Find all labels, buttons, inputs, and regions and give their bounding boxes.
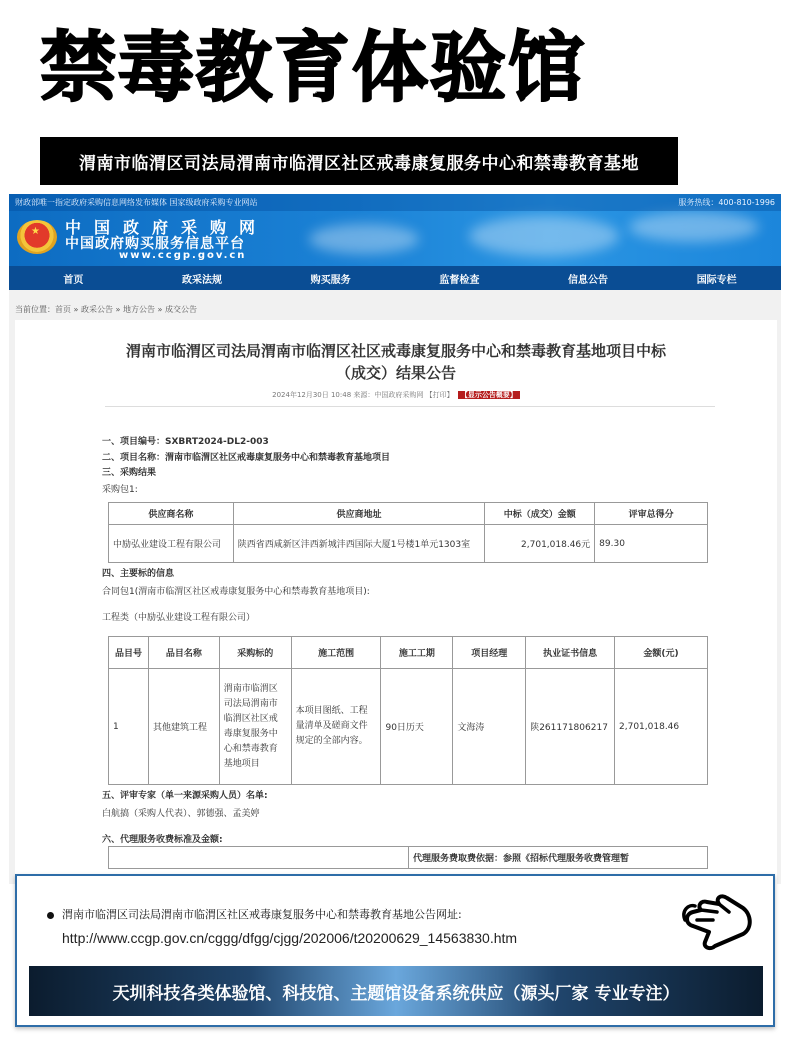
project-number-value: SXBRT2024-DL2-003: [165, 437, 269, 447]
supplier-address: 陕西省西咸新区沣西新城沣西国际大厦1号楼1单元1303室: [233, 525, 485, 563]
item-scope: 本项目图纸、工程量清单及磋商文件规定的全部内容。: [291, 669, 381, 785]
nav-regulations[interactable]: 政采法规: [182, 274, 222, 286]
col-scope: 施工范围: [291, 637, 381, 669]
main-nav: [9, 266, 781, 290]
col-item-name: 品目名称: [148, 637, 219, 669]
col-award-amount: 中标（成交）金额: [485, 503, 595, 525]
footer-url-label: 渭南市临渭区司法局渭南市临渭区社区戒毒康复服务中心和禁毒教育基地公告网址:: [62, 908, 462, 921]
col-supplier-name: 供应商名称: [109, 503, 234, 525]
print-link[interactable]: 【打印】: [425, 391, 454, 399]
col-amount: 金额(元): [615, 637, 708, 669]
result-table: [108, 502, 708, 563]
award-amount: 2,701,018.46元: [485, 525, 595, 563]
procurement-screenshot: [9, 194, 781, 884]
col-subject: 采购标的: [219, 637, 291, 669]
score: 89.30: [595, 525, 708, 563]
site-tagline: 财政部唯一指定政府采购信息网络发布媒体 国家级政府采购专业网站: [15, 198, 258, 207]
site-header: [9, 194, 781, 266]
item-no: 1: [109, 669, 149, 785]
col-certificate: 执业证书信息: [526, 637, 615, 669]
col-duration: 施工工期: [381, 637, 453, 669]
item-subject: 渭南市临渭区司法局渭南市临渭区社区戒毒康复服务中心和禁毒教育基地项目: [219, 669, 291, 785]
meta-date: 2024年12月30日 10:48: [272, 391, 352, 399]
nav-supervision[interactable]: 监督检查: [439, 274, 480, 286]
contract-package: 合同包1(渭南市临渭区社区戒毒康复服务中心和禁毒教育基地项目):: [102, 587, 370, 597]
fee-table: [108, 846, 708, 869]
nav-announcements[interactable]: 信息公告: [568, 274, 609, 286]
nav-home[interactable]: 首页: [63, 274, 84, 286]
meta-source: 来源：中国政府采购网: [353, 391, 424, 399]
section-main-items: 四、主要标的信息: [102, 569, 175, 579]
hero-subtitle: 渭南市临渭区司法局渭南市临渭区社区戒毒康复服务中心和禁毒教育基地: [40, 137, 678, 185]
divider: [105, 406, 715, 407]
item-table: [108, 636, 708, 785]
title-line-2: （成交）结果公告: [335, 364, 456, 382]
site-logo-title[interactable]: 中国政府采购网: [65, 218, 269, 237]
article-meta: [15, 390, 777, 400]
article: [15, 320, 777, 884]
item-amount: 2,701,018.46: [615, 669, 708, 785]
col-manager: 项目经理: [453, 637, 526, 669]
pointing-hand-icon: [679, 890, 759, 952]
col-item-no: 品目号: [109, 637, 149, 669]
hotline: 服务热线：400-810-1996: [678, 198, 775, 207]
show-summary-button[interactable]: 【显示公告概要】: [458, 391, 520, 399]
col-supplier-address: 供应商地址: [233, 503, 485, 525]
breadcrumb[interactable]: 当前位置：首页 » 政采公告 » 地方公告 » 成交公告: [15, 305, 197, 314]
item-certificate: 陕261171806217: [526, 669, 615, 785]
project-number-label: 一、项目编号：: [102, 437, 166, 447]
site-logo-url: www.ccgp.gov.cn: [119, 250, 247, 261]
national-emblem-icon: ★: [17, 220, 57, 254]
table-row: [109, 669, 708, 785]
nav-international[interactable]: 国际专栏: [696, 274, 737, 286]
item-manager: 文海涛: [453, 669, 526, 785]
footer-url-link[interactable]: http://www.ccgp.gov.cn/cggg/dfgg/cjgg/202006/t20200629_14563830.htm: [62, 930, 518, 946]
site-logo-subtitle: 中国政府购买服务信息平台: [65, 236, 245, 252]
experts-list: 白航搞（采购人代表）、郭德强、孟美婷: [102, 809, 260, 819]
item-duration: 90日历天: [381, 669, 453, 785]
item-name: 其他建筑工程: [148, 669, 219, 785]
fee-basis: 代理服务费取费依据：参照《招标代理服务收费管理暂: [409, 847, 708, 869]
section-experts: 五、评审专家（单一来源采购人员）名单:: [102, 791, 268, 801]
article-title: [15, 340, 777, 384]
bullet-icon: [47, 912, 54, 919]
supplier-name: 中励弘业建设工程有限公司: [109, 525, 234, 563]
section-agency-fee: 六、代理服务收费标准及金额:: [102, 835, 223, 845]
header-topline: [9, 194, 781, 211]
package-label: 采购包1:: [102, 485, 138, 495]
nav-purchase-services[interactable]: 购买服务: [310, 274, 351, 286]
supplier-banner: 天圳科技各类体验馆、科技馆、主题馆设备系统供应（源头厂家 专业专注）: [29, 966, 763, 1016]
hero-title: 禁毒教育体验馆: [40, 23, 586, 112]
section-project-name: 二、项目名称：渭南市临渭区社区戒毒康复服务中心和禁毒教育基地项目: [102, 453, 391, 463]
section-project-number: [102, 434, 269, 447]
title-line-1: 渭南市临渭区司法局渭南市临渭区社区戒毒康复服务中心和禁毒教育基地项目中标: [125, 342, 666, 360]
table-row: [109, 525, 708, 563]
category-label: 工程类（中励弘业建设工程有限公司）: [102, 613, 256, 623]
fee-empty-cell: [109, 847, 409, 869]
col-score: 评审总得分: [595, 503, 708, 525]
section-results: 三、采购结果: [102, 468, 157, 478]
footer-box: [15, 874, 775, 1027]
